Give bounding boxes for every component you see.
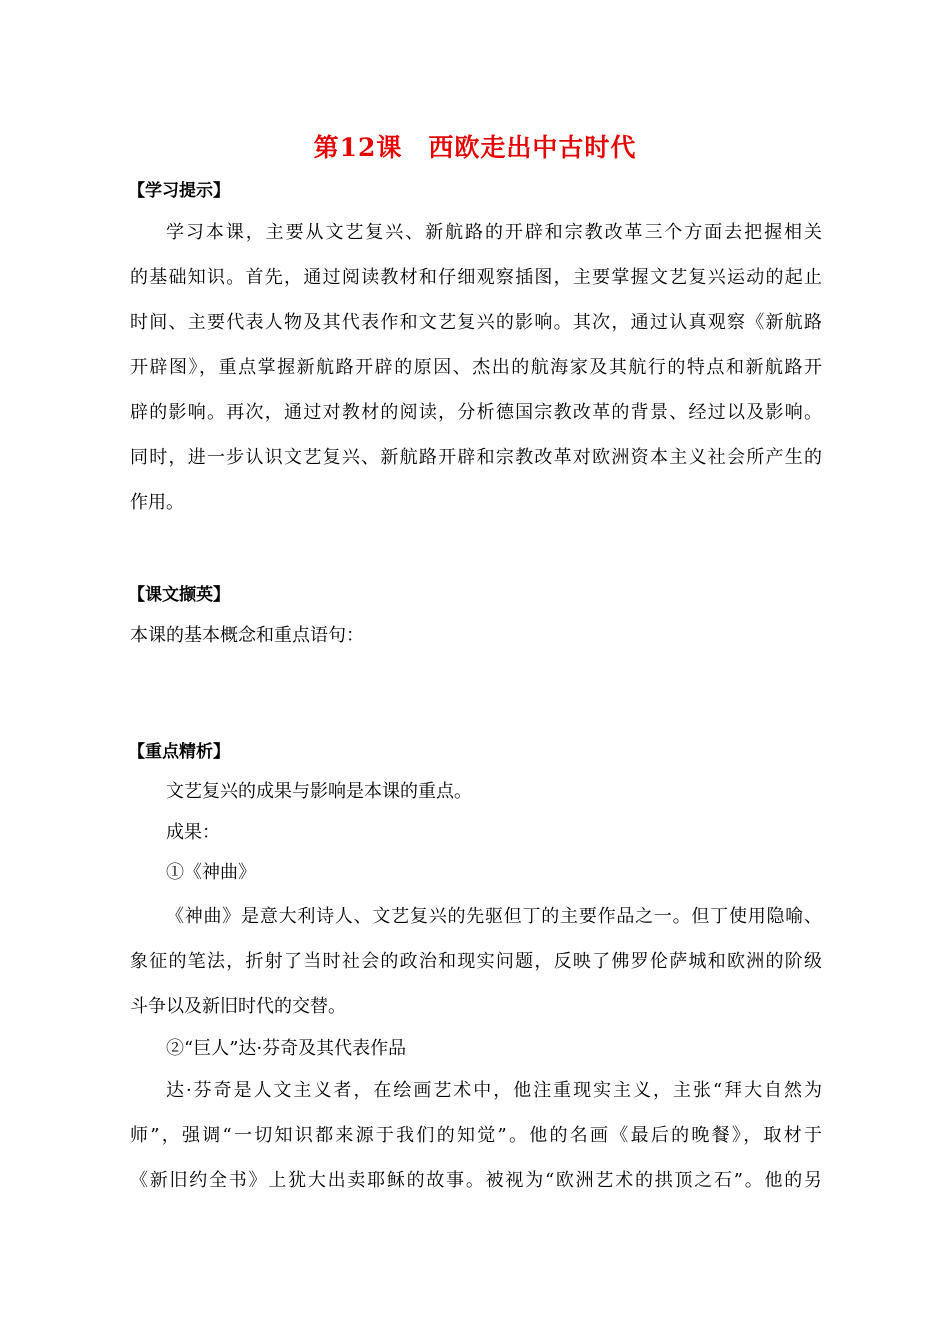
excerpt-text: 本课的基本概念和重点语句： xyxy=(130,625,364,646)
item2-title: ②“巨人”达·芬奇及其代表作品 xyxy=(166,1038,407,1059)
study-tips-line-2: 的基础知识。首先，通过阅读教材和仔细观察插图，主要掌握文艺复兴运动的起止 xyxy=(130,267,822,288)
item1-line-2: 象征的笔法，折射了当时社会的政治和现实问题，反映了佛罗伦萨城和欧洲的阶级 xyxy=(130,951,822,972)
item2-line-2: 师”，强调“一切知识都来源于我们的知觉”。他的名画《最后的晚餐》，取材于 xyxy=(130,1125,822,1146)
excerpt-heading: 【课文撷英】 xyxy=(128,585,230,605)
study-tips-line-5: 辟的影响。再次，通过对教材的阅读，分析德国宗教改革的背景、经过以及影响。 xyxy=(130,402,822,423)
item1-title: ①《神曲》 xyxy=(166,862,256,883)
study-tips-heading: 【学习提示】 xyxy=(128,181,230,201)
study-tips-line-4: 开辟图》，重点掌握新航路开辟的原因、杰出的航海家及其航行的特点和新航路开 xyxy=(130,357,822,378)
analysis-heading: 【重点精析】 xyxy=(128,742,230,762)
item2-line-1: 达·芬奇是人文主义者，在绘画艺术中，他注重现实主义，主张“拜大自然为 xyxy=(166,1080,822,1101)
item1-line-1: 《神曲》是意大利诗人、文艺复兴的先驱但丁的主要作品之一。但丁使用隐喻、 xyxy=(166,906,822,927)
results-label: 成果： xyxy=(166,822,220,843)
study-tips-line-6: 同时，进一步认识文艺复兴、新航路开辟和宗教改革对欧洲资本主义社会所产生的 xyxy=(130,447,822,468)
analysis-intro: 文艺复兴的成果与影响是本课的重点。 xyxy=(166,781,472,802)
item2-line-3: 《新旧约全书》上犹大出卖耶稣的故事。被视为“欧洲艺术的拱顶之石”。他的另 xyxy=(130,1170,822,1191)
document-title: 第12课 西欧走出中古时代 xyxy=(313,133,637,162)
study-tips-line-1: 学习本课，主要从文艺复兴、新航路的开辟和宗教改革三个方面去把握相关 xyxy=(166,222,822,243)
study-tips-line-7: 作用。 xyxy=(130,492,184,513)
study-tips-line-3: 时间、主要代表人物及其代表作和文艺复兴的影响。其次，通过认真观察《新航路 xyxy=(130,312,822,333)
item1-line-3: 斗争以及新旧时代的交替。 xyxy=(130,996,346,1017)
